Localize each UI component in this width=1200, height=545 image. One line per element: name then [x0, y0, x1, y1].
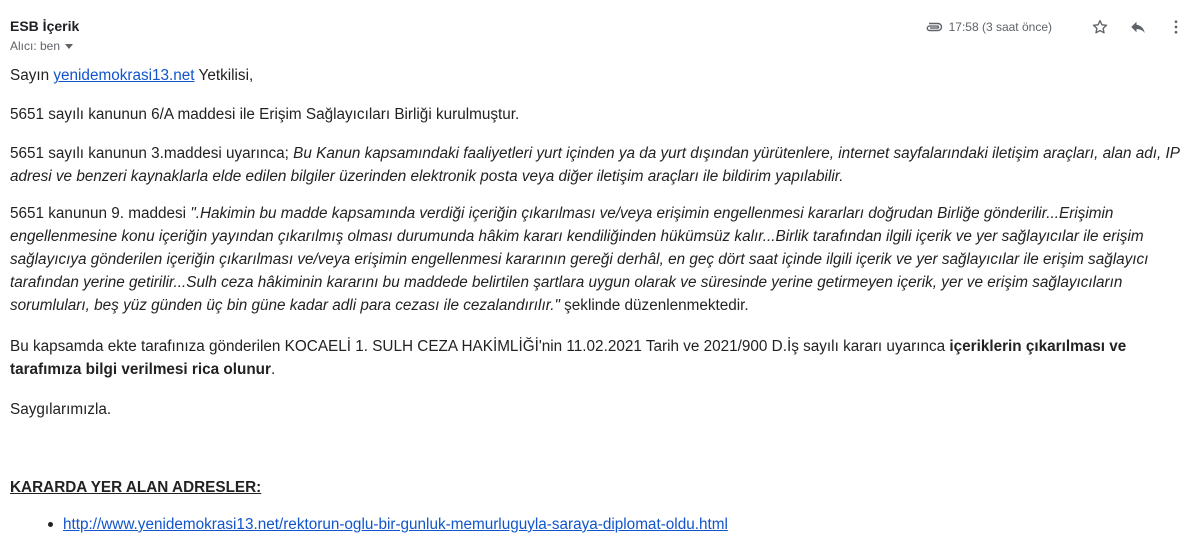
reply-icon	[1129, 18, 1147, 36]
paragraph-3-italic: ".Hakimin bu madde kapsamında verdiği içeriğin çıkarılması ve/veya erişimin engellenmesi kararları doğrudan Birliğe gönderilir...Erişimin engellenmesine konu içeriğin yayından çıkarılmış olması durumunda hâkim kararı kendiliğinden hükümsüz kalır...Birlik tarafından ilgili içerik ve yer sağlayıcılar ile erişim sağlayıcıya gönderilen içeriğin çıkarılması ve/veya erişimin engellenmesi kararının gereği derhâl, en geç dört saat içinde ilgili içerik ve yer sağlayıcılar ile erişim sağlayıcı tarafından yerine getirilir...Sulh ceza hâkiminin kararını bu maddede belirtilen şartlara uygun olarak ve süresinde yerine getirmeyen içerik, yer ve erişim sağlayıcıların sorumluları, beş yüz günden üç bin güne kadar adli para cezası ile cezalandırılır."	[10, 205, 1149, 314]
reply-button[interactable]	[1128, 17, 1148, 37]
recipient-label: Alıcı: ben	[10, 39, 61, 53]
list-item	[10, 513, 728, 536]
dropdown-caret-icon[interactable]	[65, 44, 73, 49]
message-actions	[925, 16, 1186, 38]
paragraph-4	[10, 335, 1186, 381]
recipient-details[interactable]	[10, 39, 73, 53]
message-time: 17:58 (3 saat önce)	[948, 20, 1052, 34]
address-link[interactable]: http://www.yenidemokrasi13.net/rektorun-oglu-bir-gunluk-memurluguyla-saraya-diplomat-oldu.html	[63, 516, 728, 533]
star-icon	[1091, 18, 1109, 36]
greeting-suffix: Yetkilisi,	[198, 67, 254, 84]
star-button[interactable]	[1090, 17, 1110, 37]
addresses-heading: KARARDA YER ALAN ADRESLER:	[10, 479, 262, 496]
closing: Saygılarımızla.	[10, 401, 112, 418]
paragraph-3-suffix: şeklinde düzenlenmektedir.	[559, 297, 749, 314]
paragraph-2	[10, 142, 1186, 188]
attachment-icon	[925, 21, 943, 33]
paragraph-4-plain: Bu kapsamda ekte tarafınıza gönderilen KOCAELİ 1. SULH CEZA HAKİMLİĞİ'nin 11.02.2021 Tarih ve 2021/900 D.İş sayılı kararı uyarınca	[10, 338, 950, 355]
more-options-button[interactable]	[1166, 17, 1186, 37]
email-header	[10, 16, 1200, 56]
sender-name[interactable]: ESB İçerik	[10, 18, 80, 34]
greeting-link[interactable]: yenidemokrasi13.net	[53, 67, 195, 84]
paragraph-1: 5651 sayılı kanunun 6/A maddesi ile Erişim Sağlayıcıları Birliği kurulmuştur.	[10, 106, 520, 123]
paragraph-3	[10, 202, 1186, 317]
bullet	[48, 522, 53, 527]
more-vert-icon	[1167, 18, 1185, 36]
paragraph-2-plain: 5651 sayılı kanunun 3.maddesi uyarınca;	[10, 145, 294, 162]
paragraph-3-plain: 5651 kanunun 9. maddesi	[10, 205, 191, 222]
greeting	[10, 64, 253, 87]
address-list	[10, 513, 728, 536]
paragraph-2-italic: Bu Kanun kapsamındaki faaliyetleri yurt içinden ya da yurt dışından yürütenlere, internet sayfalarındaki iletişim araçları, alan adı, IP adresi ve benzeri kaynaklarla elde edilen bilgiler üzerinden elektronik posta veya diğer iletişim araçları ile bildirim yapılabilir.	[10, 145, 1180, 185]
paragraph-4-end: .	[270, 361, 276, 378]
greeting-prefix: Sayın	[10, 67, 50, 84]
paragraph-4-bold: içeriklerin çıkarılması ve tarafımıza bilgi verilmesi rica olunur	[10, 338, 1127, 378]
